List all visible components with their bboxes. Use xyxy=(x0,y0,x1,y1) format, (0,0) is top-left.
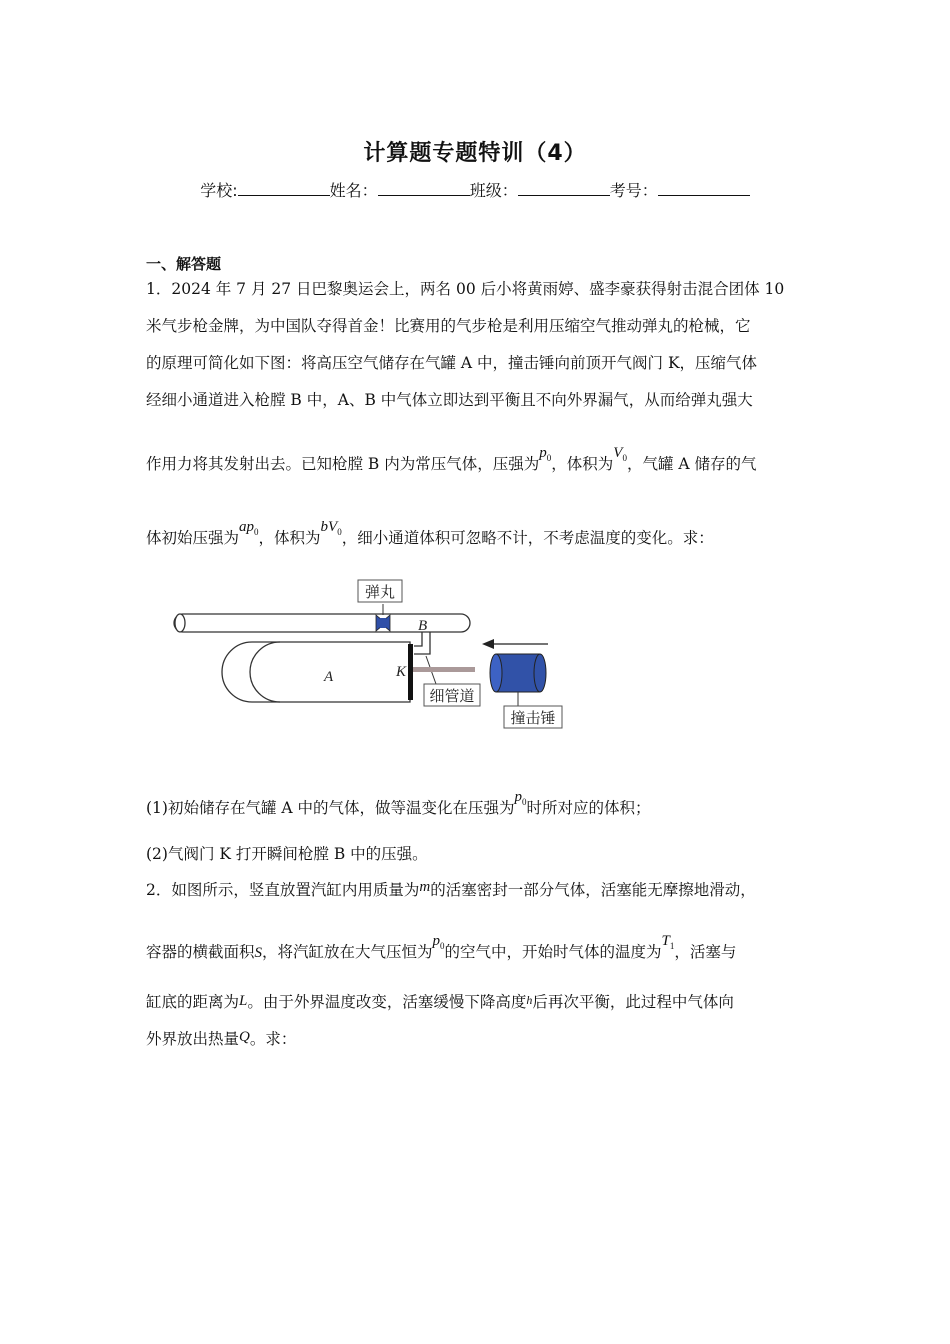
q2-line2-text-a: 容器的横截面积 xyxy=(146,943,255,961)
q1-line6-text-b: ，体积为 xyxy=(258,529,321,547)
q1-line5-text-c: ，气罐 A 储存的气 xyxy=(626,455,757,473)
label-bullet: 弹丸 xyxy=(364,583,396,601)
formula-v0: $V_0$ xyxy=(613,445,627,463)
section-title: 一、解答题 xyxy=(146,255,222,273)
q2-line-3 xyxy=(146,990,734,1012)
hammer xyxy=(496,654,540,692)
thin-tube xyxy=(414,632,430,654)
q1-line-5 xyxy=(146,445,757,475)
class-blank[interactable] xyxy=(518,181,610,196)
q2-line2-text-b: ，将汽缸放在大气压恒为 xyxy=(262,943,433,961)
name-label: 姓名： xyxy=(329,181,378,200)
name-blank[interactable] xyxy=(378,181,470,196)
formula-ap0: $ap_0$ xyxy=(239,519,259,537)
formula-p0: $p_0$ xyxy=(539,445,552,463)
formula-bv0: $bV_0$ xyxy=(320,519,342,537)
q1-line-4: 经细小通道进入枪膛 B 中，A、B 中气体立即达到平衡且不向外界漏气，从而给弹丸强大 xyxy=(146,391,753,409)
q1-line-6 xyxy=(146,519,714,549)
hammer-rod xyxy=(413,667,475,672)
formula-p0-sub1: $p_0$ xyxy=(514,789,527,807)
q1-sub-2: (2)气阀门 K 打开瞬间枪膛 B 中的压强。 xyxy=(146,845,428,863)
q2-line3-text-c: 后再次平衡，此过程中气体向 xyxy=(532,993,734,1011)
q2-line2-text-c: 的空气中，开始时气体的温度为 xyxy=(444,943,662,961)
q1-sub1-text-a: (1)初始储存在气罐 A 中的气体，做等温变化在压强为 xyxy=(146,799,515,817)
label-hammer: 撞击锤 xyxy=(510,709,556,727)
q2-line3-text-b: 。由于外界温度改变，活塞缓慢下降高度 xyxy=(247,993,527,1011)
school-blank[interactable] xyxy=(238,181,330,196)
formula-p0-q2: $p_0$ xyxy=(432,933,445,951)
class-label: 班级： xyxy=(469,181,518,200)
student-info-line xyxy=(0,178,950,201)
formula-l: L xyxy=(239,993,248,1009)
formula-s: S xyxy=(254,945,263,961)
formula-h: h xyxy=(526,993,533,1007)
formula-t1: $T_1$ xyxy=(661,933,675,951)
label-b: B xyxy=(418,618,428,634)
number-label: 考号： xyxy=(609,181,658,200)
q1-line-1: 1．2024 年 7 月 27 日巴黎奥运会上，两名 00 后小将黄雨婷、盛李豪获得射击混合团体 10 xyxy=(146,280,785,298)
q1-sub1-text-b: 时所对应的体积； xyxy=(526,799,651,817)
q2-line-2 xyxy=(146,933,737,963)
q2-line4-text-b: 。求： xyxy=(249,1030,297,1048)
valve-k xyxy=(408,644,413,700)
page-title: 计算题专题特训（4） xyxy=(363,141,587,166)
label-a: A xyxy=(324,669,334,685)
q1-sub-1 xyxy=(146,789,651,819)
q1-line5-text-b: ，体积为 xyxy=(551,455,614,473)
q2-line-1 xyxy=(146,878,756,900)
q2-line4-text-a: 外界放出热量 xyxy=(146,1030,240,1048)
number-blank[interactable] xyxy=(658,181,750,196)
school-label: 学校: xyxy=(200,181,238,200)
formula-q: Q xyxy=(239,1029,250,1045)
q1-line6-text-a: 体初始压强为 xyxy=(146,529,240,547)
formula-m: m xyxy=(419,879,431,895)
q2-line1-text-b: 的活塞密封一部分气体，活塞能无摩擦地滑动， xyxy=(430,881,756,899)
q2-line1-text-a: 2．如图所示，竖直放置汽缸内用质量为 xyxy=(146,881,420,899)
q1-line-2: 米气步枪金牌，为中国队夺得首金！比赛用的气步枪是利用压缩空气推动弹丸的枪械，它 xyxy=(146,317,751,335)
label-tube: 细管道 xyxy=(429,687,475,705)
q2-line-4 xyxy=(146,1027,296,1049)
q1-line6-text-c: ，细小通道体积可忽略不计，不考虑温度的变化。求： xyxy=(341,529,714,547)
label-k: K xyxy=(396,664,407,680)
q2-line3-text-a: 缸底的距离为 xyxy=(146,993,240,1011)
q2-line2-text-d: ，活塞与 xyxy=(674,943,737,961)
q1-line-3: 的原理可简化如下图：将高压空气储存在气罐 A 中，撞击锤向前顶开气阀门 K，压缩气体 xyxy=(146,354,758,372)
air-gun-diagram xyxy=(160,572,600,736)
q1-line5-text-a: 作用力将其发射出去。已知枪膛 B 内为常压气体，压强为 xyxy=(146,455,540,473)
